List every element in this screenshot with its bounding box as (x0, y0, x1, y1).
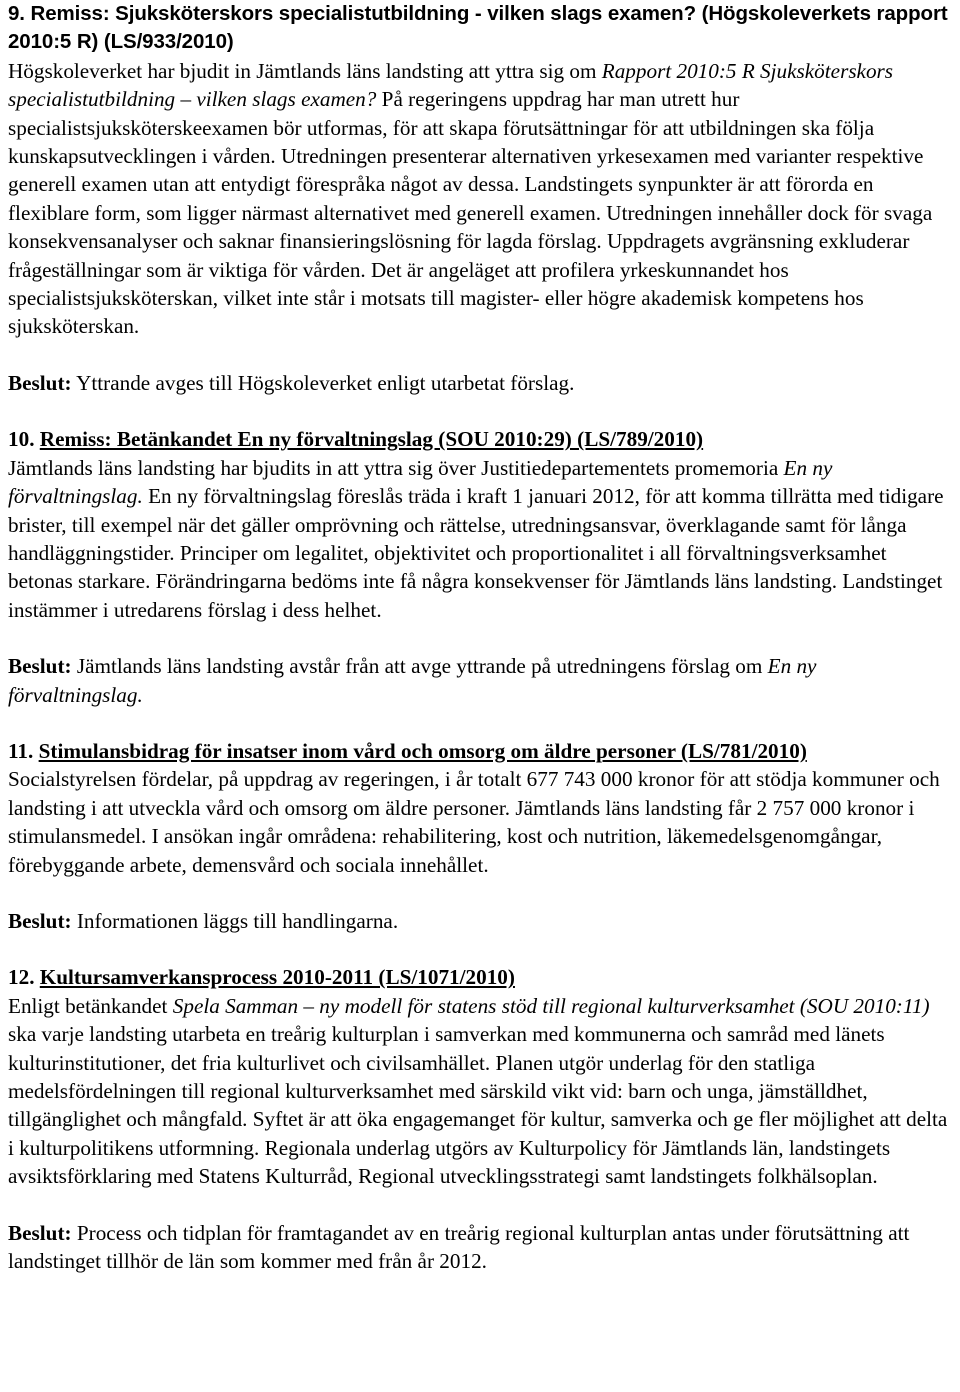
decision-text: Informationen läggs till handlingarna. (71, 908, 399, 933)
section-body: Socialstyrelsen fördelar, på uppdrag av regeringen, i år totalt 677 743 000 kronor för att stödja kommuner och landsting i att utveckla vård och omsorg om äldre personer. Jämtlands läns landsting får 2 757 000 kronor i stimulansmedel. I ansökan ingår områdena: rehabilitering, kost och nutrition, läkemedelsgenomgångar, förebyggande arbete, demensvård och sociala innehållet. (8, 767, 940, 877)
section-heading (8, 963, 956, 991)
decision-label: Beslut: (8, 370, 72, 395)
decision-label: Beslut: (8, 654, 72, 679)
section-11 (8, 737, 956, 935)
section-number: 9. (8, 2, 25, 25)
decision-text: Jämtlands läns landsting avstår från att avge yttrande på utredningens förslag om (71, 654, 768, 679)
section-number: 11. (8, 738, 34, 763)
decision (8, 1219, 956, 1276)
section-10 (8, 425, 956, 709)
section-heading (8, 425, 956, 453)
section-12 (8, 963, 956, 1275)
section-body: Jämtlands läns landsting har bjudits in att yttra sig över Justitiedepartementets promemoria En ny förvaltningslag. En ny förvaltningslag föreslås träda i kraft 1 januari 2012, för att komma tillrätta med tidigare brister, till exempel när det gäller omprövning och rättelse, utredningsansvar, överklagande samt för långa handläggningstider. Principer om legalitet, objektivitet och proportionalitet i all förvaltningsverksamhet betonas starkare. Förändringarna bedöms inte få några konsekvenser för Jämtlands läns landsting. Landstinget instämmer i utredarens förslag i dess helhet. (8, 455, 944, 622)
section-heading (8, 737, 956, 765)
decision (8, 907, 956, 935)
section-number: 10. (8, 427, 35, 452)
decision (8, 369, 956, 397)
decision: Beslut: Jämtlands läns landsting avstår från att avge yttrande på utredningens förslag om En ny förvaltningslag. (8, 654, 817, 707)
section-title: Kultursamverkansprocess 2010-2011 (LS/1071/2010) (39, 965, 515, 990)
decision-label: Beslut: (8, 1220, 72, 1245)
section-body: Högskoleverket har bjudit in Jämtlands läns landsting att yttra sig om Rapport 2010:5 R Sjuksköterskors specialistutbildning – vilken slags examen? På regeringens uppdrag har man utrett hur specialistsjuksköterskeexamen bör utformas, för att skapa förutsättningar för att utbildningen ska följa kunskapsutvecklingen i vården. Utredningen presenterar alternativen yrkesexamen med varianter respektive generell examen utan att entydigt förespråka något av dessa. Landstingets synpunkter är att förorda en flexiblare form, som ligger närmast alternativet med generell examen. Utredningen innehåller dock för svaga konsekvensanalyser och saknar finansieringslösning för lagda förslag. Uppdragets avgränsning exkluderar frågeställningar som är viktiga för vården. Det är angeläget att profilera yrkeskunnandet hos specialistsjuksköterskan, vilket inte står i motsats till magister- eller högre akademisk kompetens hos sjuksköterskan. (8, 58, 933, 339)
section-title: Remiss: Sjuksköterskors specialistutbildning - vilken slags examen? (Högskoleverkets rapport 2010:5 R) (LS/933/2010) (8, 2, 948, 54)
section-title: Stimulansbidrag för insatser inom vård och omsorg om äldre personer (LS/781/2010) (38, 738, 807, 763)
section-heading (8, 0, 956, 57)
section-number: 12. (8, 965, 35, 990)
section-title: Remiss: Betänkandet En ny förvaltningslag (SOU 2010:29) (LS/789/2010) (39, 427, 704, 452)
document-page (8, 0, 956, 1275)
decision-label: Beslut: (8, 908, 72, 933)
decision-text: Process och tidplan för framtagandet av en treårig regional kulturplan antas under förutsättning att landstinget tillhör de län som kommer med från år 2012. (8, 1220, 910, 1274)
decision-text: Yttrande avges till Högskoleverket enligt utarbetat förslag. (71, 370, 575, 395)
section-9 (8, 0, 956, 397)
section-body: Enligt betänkandet Spela Samman – ny modell för statens stöd till regional kulturverksamhet (SOU 2010:11) ska varje landsting utarbeta en treårig kulturplan i samverkan med kommunerna och samråd med länets kulturinstitutioner, det fria kulturlivet och civilsamhället. Planen utgör underlag för den statliga medelsfördelningen till regional kulturverksamhet med särskild vikt vid: barn och unga, jämställdhet, tillgänglighet och mångfald. Syftet är att öka engagemanget för kultur, samverka och ge fler möjlighet att delta i kulturpolitikens utformning. Regionala underlag utgörs av Kulturpolicy för Jämtlands län, landstingets avsiktsförklaring med Statens Kulturråd, Regional utvecklingsstrategi samt landstingets folkhälsoplan. (8, 993, 948, 1189)
